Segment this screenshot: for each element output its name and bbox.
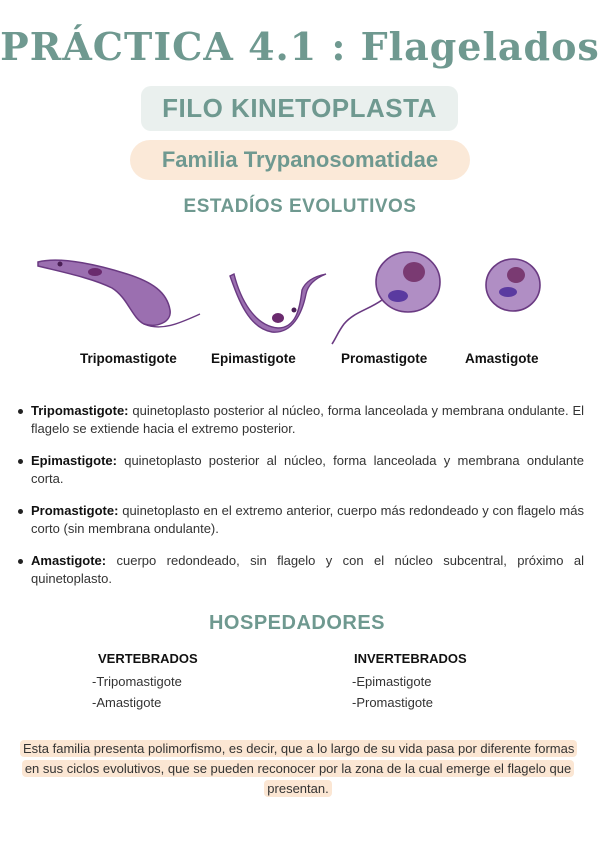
polymorphism-note bbox=[20, 739, 576, 799]
definition: cuerpo redondeado, sin flagelo y con el núcleo subcentral, próximo al quinetoplasto. bbox=[31, 553, 584, 586]
vertebrate-host-item: -Amastigote bbox=[92, 695, 162, 710]
list-item bbox=[16, 502, 584, 538]
stage-descriptions bbox=[16, 402, 584, 602]
stages-heading: ESTADÍOS EVOLUTIVOS bbox=[183, 196, 417, 217]
vertebrate-host-item: -Tripomastigote bbox=[92, 674, 182, 689]
invertebrate-host-item: -Promastigote bbox=[352, 695, 433, 710]
stage-label-amastigote: Amastigote bbox=[465, 351, 539, 366]
hosts-heading: HOSPEDADORES bbox=[208, 612, 386, 634]
list-item bbox=[16, 402, 584, 438]
promastigote-illustration bbox=[330, 248, 442, 346]
page-title: PRÁCTICA 4.1 : Flagelados bbox=[0, 24, 600, 69]
invertebrate-host-item: -Epimastigote bbox=[352, 674, 432, 689]
note-text: Esta familia presenta polimorfismo, es decir, que a lo largo de su vida pasa por diferente formas en sus ciclos evolutivos, que se pueden reconocer por la zona de la cual emerge el flagelo que presentan. bbox=[20, 740, 577, 797]
epimastigote-illustration bbox=[228, 268, 328, 336]
definition: quinetoplasto posterior al núcleo, forma lanceolada y membrana ondulante. El flagelo se extiende hacia el extremo posterior. bbox=[31, 403, 584, 436]
amastigote-illustration bbox=[484, 256, 542, 314]
stage-label-epimastigote: Epimastigote bbox=[211, 351, 296, 366]
definition: quinetoplasto en el extremo anterior, cuerpo más redondeado y con flagelo más corto (sin membrana ondulante). bbox=[31, 503, 584, 536]
family-banner: Familia Trypanosomatidae bbox=[130, 140, 470, 180]
list-item bbox=[16, 552, 584, 588]
phylum-banner: FILO KINETOPLASTA bbox=[141, 86, 458, 131]
stage-label-tripomastigote: Tripomastigote bbox=[80, 351, 177, 366]
term: Tripomastigote: bbox=[31, 403, 129, 418]
definition: quinetoplasto posterior al núcleo, forma lanceolada y membrana ondulante corta. bbox=[31, 453, 584, 486]
list-item bbox=[16, 452, 584, 488]
term: Amastigote: bbox=[31, 553, 107, 568]
vertebrates-heading: VERTEBRADOS bbox=[98, 651, 198, 666]
term: Epimastigote: bbox=[31, 453, 117, 468]
invertebrates-heading: INVERTEBRADOS bbox=[354, 651, 467, 666]
term: Promastigote: bbox=[31, 503, 119, 518]
tripomastigote-illustration bbox=[32, 252, 212, 334]
stage-label-promastigote: Promastigote bbox=[341, 351, 428, 366]
